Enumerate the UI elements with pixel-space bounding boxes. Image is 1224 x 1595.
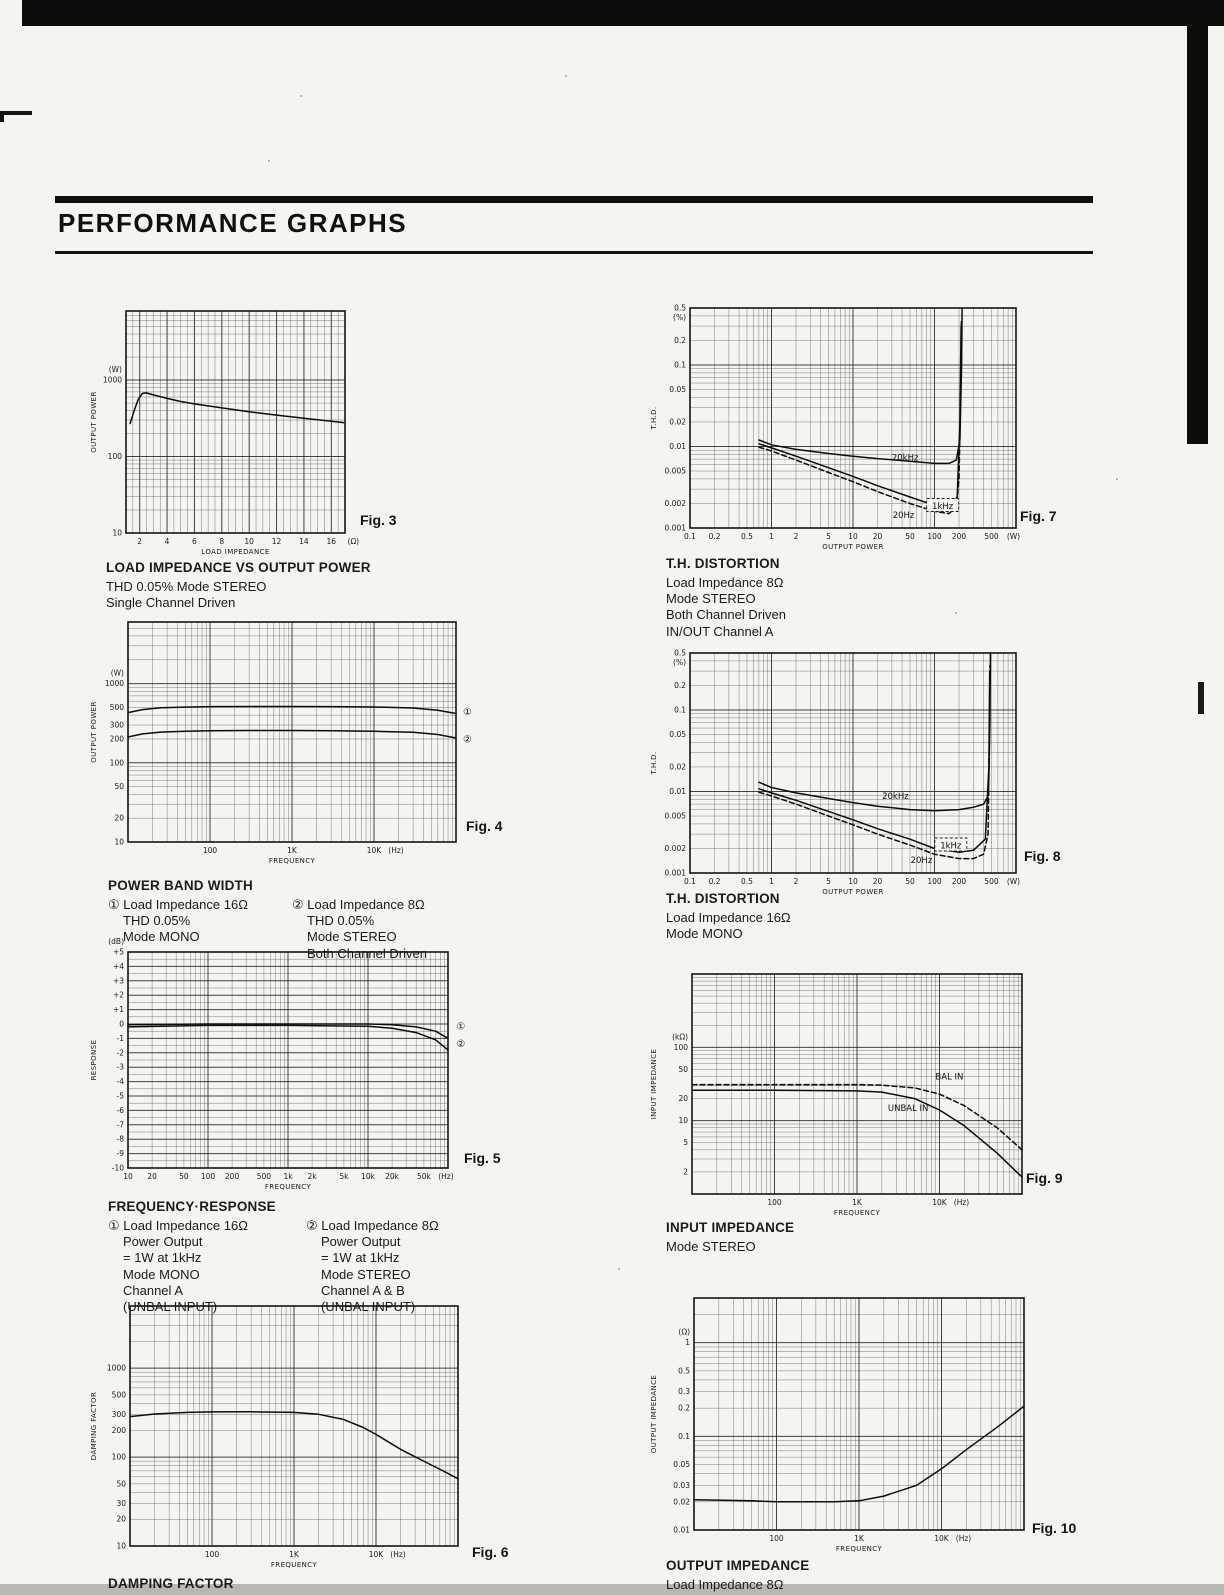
fig8-series-20hz: [759, 671, 990, 852]
svg-text:2: 2: [793, 532, 799, 541]
svg-text:200: 200: [109, 734, 124, 744]
fig4-caption-title: POWER BAND WIDTH: [108, 878, 253, 893]
svg-text:20Hz: 20Hz: [892, 510, 915, 521]
svg-text:20: 20: [147, 1172, 157, 1181]
svg-text:T.H.D.: T.H.D.: [650, 751, 658, 775]
svg-text:10K: 10K: [368, 1550, 384, 1559]
svg-text:10: 10: [244, 537, 254, 546]
svg-text:INPUT IMPEDANCE: INPUT IMPEDANCE: [650, 1048, 658, 1120]
svg-text:0.005: 0.005: [664, 466, 686, 476]
fig3-label: Fig. 3: [360, 512, 397, 528]
fig7-caption-lines: [666, 575, 786, 640]
svg-text:16: 16: [326, 537, 337, 546]
svg-text:1: 1: [769, 877, 774, 886]
fig10-svg: [648, 1288, 1048, 1566]
svg-text:200: 200: [951, 532, 967, 541]
fig7-label: Fig. 7: [1020, 508, 1057, 524]
svg-text:(%): (%): [673, 658, 686, 667]
svg-text:-6: -6: [116, 1105, 124, 1115]
svg-text:-8: -8: [116, 1134, 124, 1144]
svg-text:FREQUENCY: FREQUENCY: [270, 1561, 318, 1569]
svg-text:100: 100: [767, 1198, 782, 1207]
svg-text:1000: 1000: [106, 1363, 126, 1373]
svg-text:OUTPUT IMPEDANCE: OUTPUT IMPEDANCE: [650, 1374, 658, 1454]
svg-text:1: 1: [769, 532, 774, 541]
fig8-label: Fig. 8: [1024, 848, 1061, 864]
svg-text:1kHz: 1kHz: [932, 502, 954, 512]
fig10-caption-lines: [666, 1577, 809, 1593]
fig8-chart: [648, 643, 1040, 909]
svg-text:100: 100: [927, 532, 942, 541]
svg-text:0.2: 0.2: [674, 680, 686, 690]
caption-line: Channel A & B: [321, 1282, 405, 1298]
caption-line: Mode MONO: [666, 926, 743, 942]
svg-text:100: 100: [927, 877, 942, 886]
svg-text:2: 2: [137, 537, 143, 546]
svg-text:500: 500: [111, 1390, 126, 1400]
caption-line: Both Channel Driven: [666, 607, 786, 623]
svg-text:50: 50: [114, 782, 124, 792]
svg-text:②: ②: [462, 734, 472, 746]
fig9-caption: [666, 1220, 794, 1255]
svg-text:2: 2: [793, 877, 799, 886]
svg-text:1000: 1000: [102, 375, 122, 385]
svg-text:10k: 10k: [361, 1172, 375, 1181]
svg-text:(Hz): (Hz): [953, 1198, 970, 1207]
svg-text:10: 10: [678, 1116, 688, 1126]
caption-line: THD 0.05%: [307, 913, 375, 929]
svg-text:50: 50: [905, 532, 915, 541]
svg-text:(kΩ): (kΩ): [672, 1032, 688, 1042]
svg-text:1K: 1K: [287, 846, 297, 855]
header-rule-top: [55, 196, 1093, 203]
svg-text:0.5: 0.5: [740, 532, 753, 541]
fig8-series-20khz: [759, 653, 991, 811]
svg-text:1k: 1k: [283, 1172, 293, 1181]
svg-text:100: 100: [202, 846, 218, 855]
svg-text:+5: +5: [112, 947, 124, 957]
svg-text:①: ①: [462, 707, 472, 719]
svg-text:①: ①: [456, 1021, 466, 1033]
svg-text:50: 50: [905, 877, 915, 886]
svg-text:10: 10: [848, 877, 858, 886]
caption-line: Power Output: [321, 1234, 401, 1250]
caption-line: Power Output: [123, 1234, 203, 1250]
svg-text:0.1: 0.1: [674, 705, 686, 715]
fig5-label: Fig. 5: [464, 1150, 501, 1166]
fig6-caption: [108, 1576, 234, 1595]
fig10-caption: [666, 1558, 809, 1593]
svg-text:5: 5: [826, 532, 831, 541]
svg-text:6: 6: [192, 537, 197, 546]
fig7-chart: [648, 298, 1040, 564]
svg-text:-2: -2: [116, 1048, 124, 1058]
svg-text:10: 10: [116, 1541, 126, 1551]
svg-text:OUTPUT POWER: OUTPUT POWER: [90, 701, 98, 763]
scan-speck: [565, 75, 567, 77]
svg-text:1K: 1K: [289, 1550, 299, 1559]
scan-right-strip: [1187, 26, 1208, 444]
svg-text:500: 500: [256, 1172, 272, 1181]
caption-line: = 1W at 1kHz: [123, 1250, 202, 1266]
caption-line: Load Impedance 8Ω: [666, 1576, 784, 1592]
svg-text:-4: -4: [116, 1077, 124, 1087]
fig10-chart: [648, 1288, 1048, 1566]
caption-line: Mode MONO: [123, 1266, 200, 1282]
svg-text:500: 500: [984, 532, 999, 541]
caption-line: Mode MONO: [123, 929, 200, 945]
svg-text:100: 100: [204, 1550, 220, 1559]
svg-text:FREQUENCY: FREQUENCY: [268, 857, 316, 865]
svg-text:200: 200: [111, 1425, 126, 1435]
svg-text:0.3: 0.3: [678, 1387, 690, 1397]
svg-text:(dB): (dB): [108, 937, 124, 946]
svg-text:-9: -9: [116, 1149, 124, 1159]
fig3-series-output-power: [130, 393, 344, 424]
svg-text:OUTPUT POWER: OUTPUT POWER: [90, 391, 98, 453]
svg-text:(W): (W): [108, 365, 122, 375]
svg-text:20: 20: [872, 877, 883, 886]
svg-text:1K: 1K: [852, 1198, 862, 1207]
svg-text:10: 10: [848, 532, 858, 541]
fig7-svg: [648, 298, 1040, 564]
svg-text:(W): (W): [110, 668, 124, 678]
fig9-svg: [648, 964, 1046, 1230]
svg-text:20: 20: [116, 1514, 126, 1524]
svg-text:0.02: 0.02: [673, 1497, 690, 1507]
scan-left-mark: [0, 111, 32, 115]
fig3-caption-title: LOAD IMPEDANCE VS OUTPUT POWER: [106, 560, 371, 575]
svg-text:+4: +4: [112, 961, 124, 971]
svg-text:10: 10: [114, 837, 124, 847]
svg-text:0: 0: [119, 1019, 124, 1029]
fig6-label: Fig. 6: [472, 1544, 509, 1560]
fig8-series-1khz: [759, 666, 990, 859]
svg-text:8: 8: [219, 537, 225, 546]
svg-text:0.05: 0.05: [669, 385, 686, 395]
svg-text:100: 100: [673, 1042, 688, 1052]
caption-line: Load Impedance 8Ω: [666, 574, 784, 590]
svg-text:0.01: 0.01: [669, 786, 686, 796]
svg-text:0.2: 0.2: [674, 335, 686, 345]
svg-text:(Hz): (Hz): [388, 846, 404, 855]
fig6-svg: [88, 1298, 483, 1584]
fig4-svg: [88, 614, 478, 878]
scan-speck: [955, 612, 957, 614]
svg-text:0.2: 0.2: [678, 1403, 690, 1413]
fig7-series-20khz: [759, 308, 962, 463]
svg-text:100: 100: [107, 452, 122, 462]
svg-text:-7: -7: [116, 1120, 124, 1130]
fig9-label: Fig. 9: [1026, 1170, 1063, 1186]
svg-text:10K: 10K: [932, 1198, 947, 1207]
fig5-caption-title: FREQUENCY·RESPONSE: [108, 1199, 276, 1214]
svg-text:500: 500: [109, 702, 124, 712]
svg-text:0.02: 0.02: [669, 762, 686, 772]
svg-text:100: 100: [769, 1534, 784, 1543]
svg-text:(Hz): (Hz): [438, 1172, 454, 1181]
svg-text:(Hz): (Hz): [390, 1550, 406, 1559]
svg-text:0.02: 0.02: [669, 417, 686, 427]
svg-text:0.002: 0.002: [664, 498, 686, 508]
svg-text:(Ω): (Ω): [347, 537, 360, 546]
fig3-caption: [106, 560, 371, 611]
svg-text:2: 2: [683, 1167, 688, 1177]
scan-speck: [268, 160, 270, 162]
svg-text:500: 500: [984, 877, 999, 886]
svg-text:50: 50: [179, 1172, 189, 1181]
fig9-caption-lines: [666, 1239, 794, 1255]
svg-text:300: 300: [109, 720, 124, 730]
svg-text:+3: +3: [112, 976, 124, 986]
fig3-svg: [88, 303, 373, 569]
caption-line: Load Impedance 16Ω: [666, 909, 791, 925]
fig4-label: Fig. 4: [466, 818, 503, 834]
svg-text:0.1: 0.1: [674, 360, 686, 370]
svg-text:20k: 20k: [385, 1172, 400, 1181]
svg-text:FREQUENCY: FREQUENCY: [835, 1545, 883, 1553]
svg-text:0.2: 0.2: [708, 877, 721, 886]
svg-text:-5: -5: [116, 1091, 124, 1101]
svg-text:OUTPUT POWER: OUTPUT POWER: [822, 543, 884, 551]
svg-text:10K: 10K: [934, 1534, 949, 1543]
svg-text:RESPONSE: RESPONSE: [90, 1039, 98, 1081]
fig6-caption-title: DAMPING FACTOR: [108, 1576, 234, 1591]
svg-text:0.1: 0.1: [678, 1431, 690, 1441]
svg-text:0.5: 0.5: [674, 303, 686, 313]
svg-text:50k: 50k: [416, 1172, 431, 1181]
svg-text:+2: +2: [112, 990, 124, 1000]
svg-text:20: 20: [114, 813, 124, 823]
header-rule-bottom: [55, 251, 1093, 254]
svg-text:0.002: 0.002: [664, 843, 686, 853]
caption-line: ② Load Impedance 8Ω: [292, 896, 425, 912]
svg-text:0.5: 0.5: [678, 1366, 690, 1376]
fig9-caption-title: INPUT IMPEDANCE: [666, 1220, 795, 1235]
svg-text:30: 30: [116, 1499, 126, 1509]
svg-text:1000: 1000: [104, 679, 124, 689]
svg-text:UNBAL IN: UNBAL IN: [887, 1104, 929, 1115]
fig6-chart: [88, 1298, 483, 1584]
svg-text:5k: 5k: [339, 1172, 349, 1181]
caption-line: (UNBAL INPUT): [123, 1299, 218, 1315]
svg-text:0.2: 0.2: [708, 532, 721, 541]
svg-text:DAMPING FACTOR: DAMPING FACTOR: [90, 1391, 98, 1461]
svg-text:+1: +1: [112, 1005, 124, 1015]
svg-text:(Ω): (Ω): [678, 1327, 690, 1337]
svg-text:(%): (%): [673, 313, 686, 322]
svg-text:5: 5: [826, 877, 831, 886]
svg-text:(Hz): (Hz): [955, 1534, 972, 1543]
caption-line: Mode STEREO: [666, 591, 756, 607]
fig8-svg: [648, 643, 1040, 909]
svg-text:FREQUENCY: FREQUENCY: [833, 1209, 881, 1217]
svg-text:T.H.D.: T.H.D.: [650, 406, 658, 430]
svg-text:100: 100: [200, 1172, 216, 1181]
fig7-caption-title: T.H. DISTORTION: [666, 556, 780, 571]
svg-text:0.001: 0.001: [664, 868, 686, 878]
svg-text:1K: 1K: [854, 1534, 864, 1543]
scan-speck: [618, 1268, 620, 1270]
fig3-caption-lines: [106, 579, 371, 612]
fig7-caption: [666, 556, 786, 640]
svg-text:20: 20: [678, 1094, 688, 1104]
svg-text:0.5: 0.5: [674, 648, 686, 658]
svg-text:20kHz: 20kHz: [882, 792, 909, 802]
svg-text:20: 20: [872, 532, 883, 541]
fig10-label: Fig. 10: [1032, 1520, 1077, 1536]
svg-text:0.01: 0.01: [669, 441, 686, 451]
fig4-chart: [88, 614, 478, 878]
svg-text:200: 200: [951, 877, 967, 886]
svg-text:LOAD IMPEDANCE: LOAD IMPEDANCE: [201, 548, 270, 556]
fig7-series-1khz: [759, 321, 962, 514]
caption-line: ① Load Impedance 16Ω: [108, 896, 248, 912]
caption-line: ② Load Impedance 8Ω: [306, 1217, 439, 1233]
svg-text:10: 10: [123, 1172, 133, 1181]
svg-text:0.1: 0.1: [684, 877, 696, 886]
svg-text:10: 10: [112, 528, 122, 538]
scan-top-bar: [22, 0, 1224, 26]
svg-text:-3: -3: [116, 1062, 124, 1072]
caption-line: Mode STEREO: [321, 1266, 411, 1282]
fig10-caption-title: OUTPUT IMPEDANCE: [666, 1558, 810, 1573]
svg-text:OUTPUT POWER: OUTPUT POWER: [822, 888, 884, 896]
page-title: PERFORMANCE GRAPHS: [58, 208, 408, 238]
scan-speck: [1116, 478, 1118, 480]
svg-text:2k: 2k: [307, 1172, 317, 1181]
svg-text:0.03: 0.03: [673, 1480, 690, 1490]
fig3-chart: [88, 303, 373, 569]
svg-text:0.005: 0.005: [664, 811, 686, 821]
svg-text:BAL IN: BAL IN: [935, 1072, 964, 1083]
svg-text:0.001: 0.001: [664, 523, 686, 533]
svg-text:14: 14: [299, 537, 309, 546]
svg-text:-1: -1: [116, 1033, 124, 1043]
svg-text:300: 300: [111, 1410, 126, 1420]
fig8-caption: [666, 891, 791, 942]
svg-text:10K: 10K: [366, 846, 382, 855]
caption-line: Single Channel Driven: [106, 595, 236, 611]
caption-line: IN/OUT Channel A: [666, 623, 774, 639]
svg-text:100: 100: [111, 1452, 126, 1462]
svg-text:50: 50: [678, 1064, 688, 1074]
svg-text:20kHz: 20kHz: [891, 453, 919, 464]
caption-line: THD 0.05% Mode STEREO: [106, 578, 267, 594]
svg-text:12: 12: [271, 537, 282, 546]
fig9-chart: [648, 964, 1046, 1230]
svg-text:0.01: 0.01: [673, 1525, 690, 1535]
scan-left-mark-stem: [0, 111, 4, 122]
svg-text:(W): (W): [1006, 877, 1021, 886]
svg-text:FREQUENCY: FREQUENCY: [264, 1183, 312, 1191]
caption-line: Mode STEREO: [307, 929, 397, 945]
fig8-caption-lines: [666, 910, 791, 943]
caption-line: = 1W at 1kHz: [321, 1250, 400, 1266]
svg-text:20Hz: 20Hz: [910, 855, 933, 866]
caption-line: ① Load Impedance 16Ω: [108, 1217, 248, 1233]
caption-line: THD 0.05%: [123, 913, 191, 929]
caption-line: Both Channel Driven: [307, 945, 427, 961]
svg-text:1: 1: [685, 1338, 690, 1348]
svg-text:(W): (W): [1006, 532, 1021, 541]
svg-text:50: 50: [116, 1479, 126, 1489]
svg-text:0.05: 0.05: [673, 1460, 690, 1470]
scan-speck: [300, 95, 302, 97]
svg-text:②: ②: [456, 1038, 466, 1050]
caption-line: (UNBAL INPUT): [321, 1299, 416, 1315]
caption-line: Mode STEREO: [666, 1238, 756, 1254]
svg-text:-10: -10: [111, 1163, 124, 1173]
svg-text:200: 200: [224, 1172, 240, 1181]
caption-line: Channel A: [123, 1282, 183, 1298]
svg-text:4: 4: [164, 537, 170, 546]
svg-text:5: 5: [683, 1138, 688, 1148]
svg-text:1kHz: 1kHz: [940, 841, 962, 852]
svg-text:0.1: 0.1: [684, 532, 696, 541]
svg-text:0.05: 0.05: [669, 730, 686, 740]
scan-right-dash: [1198, 682, 1204, 714]
svg-text:100: 100: [109, 758, 124, 768]
svg-text:0.5: 0.5: [740, 877, 753, 886]
fig8-caption-title: T.H. DISTORTION: [666, 891, 780, 906]
